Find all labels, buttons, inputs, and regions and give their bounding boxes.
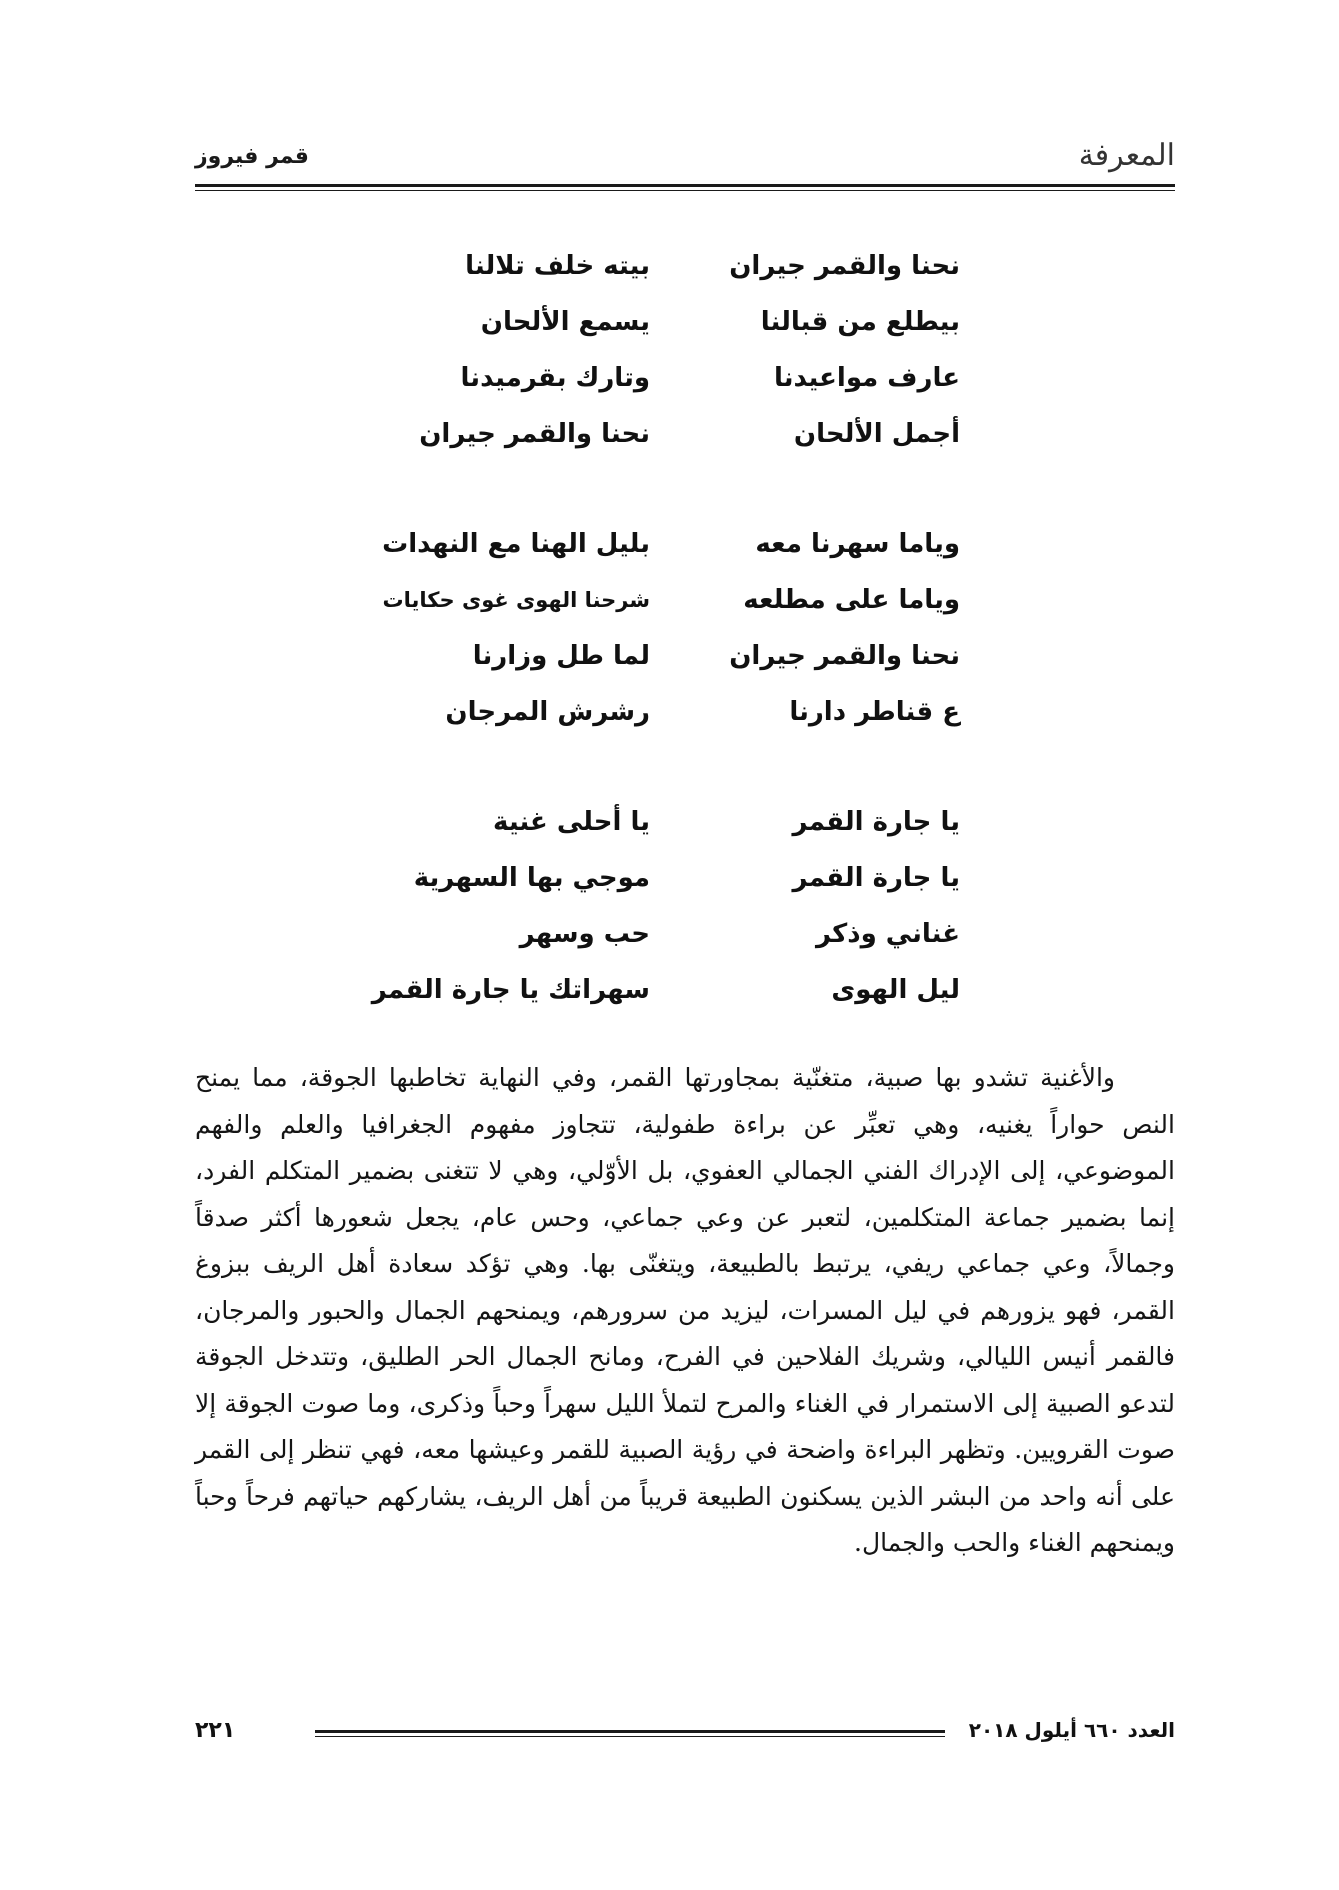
verse-second-half: يسمع الألحان [480, 307, 650, 337]
poem-stanza-3 [371, 794, 960, 1018]
verse-second-half: سهراتك يا جارة القمر [371, 975, 650, 1005]
verse [380, 906, 960, 962]
verse [380, 516, 960, 572]
page-header [195, 130, 1175, 190]
footer-rule-thin [315, 1736, 945, 1737]
verse [380, 238, 960, 294]
header-rule [195, 184, 1175, 187]
verse-second-half: بيته خلف تلالنا [465, 251, 650, 281]
page-footer [195, 1718, 1175, 1758]
verse-second-half: شرحنا الهوى غوى حكايات [382, 588, 650, 612]
verse-first-half: ليل الهوى [831, 975, 960, 1005]
verse [380, 406, 960, 462]
poem-stanza-2 [380, 516, 960, 740]
issue-info: العدد ٦٦٠ أيلول ٢٠١٨ [968, 1718, 1175, 1742]
verse-first-half: يا جارة القمر [792, 807, 960, 837]
verse [380, 684, 960, 740]
verse-first-half: ع قناطر دارنا [789, 697, 960, 727]
page-number: ٢٢١ [195, 1718, 236, 1743]
verse [380, 572, 960, 628]
verse-first-half: وياما على مطلعه [743, 585, 960, 615]
verse-second-half: رشرش المرجان [445, 697, 650, 727]
verse-first-half: بيطلع من قبالنا [760, 307, 960, 337]
poem-stanza-1 [380, 238, 960, 462]
verse-second-half: بليل الهنا مع النهدات [382, 529, 650, 559]
verse-second-half: لما طل وزارنا [472, 641, 650, 671]
verse-second-half: يا أحلى غنية [493, 807, 650, 837]
poem [371, 238, 960, 1072]
verse [380, 294, 960, 350]
header-rule-thin [195, 190, 1175, 191]
verse-first-half: أجمل الألحان [793, 419, 960, 449]
verse-first-half: غناني وذكر [815, 919, 960, 949]
verse [371, 962, 960, 1018]
body-paragraph: والأغنية تشدو بها صبية، متغنّية بمجاورتها القمر، وفي النهاية تخاطبها الجوقة، مما يمنح النص حواراً يغنيه، وهي تعبِّر عن براءة طفولية، تتجاوز مفهوم الجغرافيا والعلم والفهم الموضوعي، إلى الإدراك الفني الجمالي العفوي، بل الأوّلي، وهي لا تتغنى بضمير المتكلم الفرد، إنما بضمير جماعة المتكلمين، لتعبر عن وعي جماعي، وحس عام، يجعل شعورها أكثر صدقاً وجمالاً، وعي جماعي ريفي، يرتبط بالطبيعة، ويتغنّى بها. وهي تؤكد سعادة أهل الريف ببزوغ القمر، فهو يزورهم في ليل المسرات، ليزيد من سرورهم، ويمنحهم الجمال والحبور والمرجان، فالقمر أنيس الليالي، وشريك الفلاحين في الفرح، ومانح الجمال الحر الطليق، وتتدخل الجوقة لتدعو الصبية إلى الاستمرار في الغناء والمرح لتملأ الليل سهراً وحباً وذكرى، وما صوت الجوقة إلا صوت القرويين. وتظهر البراءة واضحة في رؤية الصبية للقمر وعيشها معه، فهي تنظر إلى القمر على أنه واحد من البشر الذين يسكنون الطبيعة قريباً من أهل الريف، يشاركهم حياتهم فرحاً وحباً ويمنحهم الغناء والحب والجمال. [195, 1063, 1175, 1557]
verse-second-half: نحنا والقمر جيران [419, 419, 650, 449]
verse-first-half: نحنا والقمر جيران [729, 251, 960, 281]
verse [380, 628, 960, 684]
journal-logo: المعرفة [1078, 138, 1175, 173]
verse-first-half: يا جارة القمر [792, 863, 960, 893]
verse-first-half: عارف مواعيدنا [774, 363, 960, 393]
verse-second-half: حب وسهر [519, 919, 650, 949]
verse [380, 850, 960, 906]
verse-first-half: وياما سهرنا معه [755, 529, 960, 559]
verse [380, 794, 960, 850]
verse-second-half: وتارك بقرميدنا [460, 363, 650, 393]
verse-first-half: نحنا والقمر جيران [729, 641, 960, 671]
verse-second-half: موجي بها السهرية [413, 863, 650, 893]
verse [380, 350, 960, 406]
running-title: قمر فيروز [195, 144, 309, 169]
footer-rule [315, 1730, 945, 1733]
